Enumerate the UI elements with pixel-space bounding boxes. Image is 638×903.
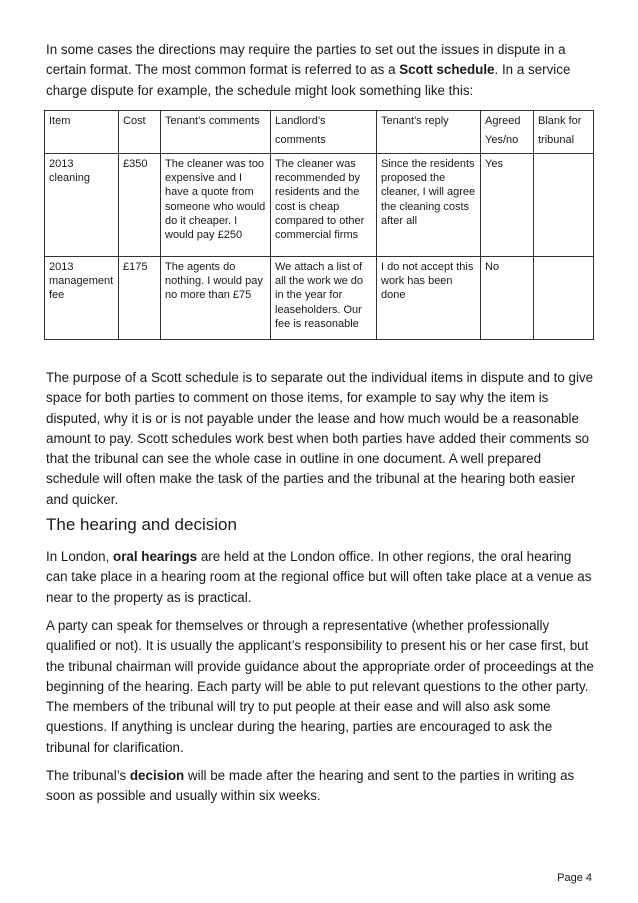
paragraph-text: will be made after the hearing and sent to the parties in writing as soon as possible and usually within six weeks. [46, 768, 575, 804]
cell-item: 2013 cleaning [45, 154, 119, 257]
cell-item: 2013 management fee [45, 257, 119, 340]
cell-blank [534, 257, 594, 340]
paragraph-text: In London, [46, 549, 114, 564]
decision-term: decision [129, 768, 185, 783]
cell-cost: £350 [119, 154, 161, 257]
cell-tenant-comments: The agents do nothing. I would pay no more than £75 [161, 257, 271, 340]
cell-landlord-comments: We attach a list of all the work we do in the year for leaseholders. Our fee is reasonable [271, 257, 377, 340]
intro-text-end: . In a service charge dispute for example, the schedule might look something like this: [46, 62, 571, 98]
cell-tenant-comments: The cleaner was too expensive and I have a quote from someone who would do it cheaper. I would pay £250 [161, 154, 271, 257]
purpose-paragraph: The purpose of a Scott schedule is to separate out the individual items in dispute and to give space for both parties to comment on those items, for example to say why the item is disputed, why it is or is not payable under the lease and how much would be a reasonable amount to pay. Scott schedules work best when both parties have added their comments so that the tribunal can see the whole case in outline in one document. A well prepared schedule will often make the task of the parties and the tribunal at the hearing both easier and quicker. [46, 370, 594, 507]
header-item: Item [45, 111, 119, 154]
table-row [45, 257, 594, 340]
header-tenant-reply: Tenant’s reply [377, 111, 481, 154]
cell-blank [534, 154, 594, 257]
table-row [45, 154, 594, 257]
intro-text: In some cases the directions may require the parties to set out the issues in dispute in a certain format. The most common format is referred to as a [46, 42, 566, 78]
header-cost: Cost [119, 111, 161, 154]
page-number: Page 4 [557, 872, 592, 884]
oral-hearings-paragraph [46, 547, 594, 608]
scott-schedule-term: Scott schedule [399, 62, 495, 78]
paragraph-text: are held at the London office. In other regions, the oral hearing can take place in a hearing room at the regional office but will often take place at a venue as near to the property as is practical. [46, 549, 592, 605]
header-blank-for-tribunal: Blank for tribunal [534, 111, 594, 154]
intro-paragraph [46, 40, 594, 101]
cell-tenant-reply: I do not accept this work has been done [377, 257, 481, 340]
oral-hearings-term: oral hearings [113, 549, 198, 564]
cell-tenant-reply: Since the residents proposed the cleaner, I will agree the cleaning costs after all [377, 154, 481, 257]
representation-paragraph: A party can speak for themselves or through a representative (whether professionally qualified or not). It is usually the applicant’s responsibility to present his or her case first, but the tribunal chairman will provide guidance about the appropriate order of proceedings at the beginning of the hearing. Each party will be able to put relevant questions to the other party. The members of the tribunal will try to put people at their ease and will also ask some questions. If anything is unclear during the hearing, parties are encouraged to ask the tribunal for clarification. [46, 618, 594, 755]
cell-landlord-comments: The cleaner was recommended by residents and the cost is cheap compared to other commercial firms [271, 154, 377, 257]
header-agreed: Agreed Yes/no [481, 111, 534, 154]
paragraph-text: The tribunal’s [46, 768, 130, 783]
cell-agreed: No [481, 257, 534, 340]
section-heading: The hearing and decision [46, 515, 237, 534]
header-landlord-comments: Landlord’s comments [271, 111, 377, 154]
decision-paragraph [46, 766, 594, 807]
scott-schedule-table [44, 110, 594, 340]
table-header-row [45, 111, 594, 154]
cell-agreed: Yes [481, 154, 534, 257]
cell-cost: £175 [119, 257, 161, 340]
header-tenant-comments: Tenant’s comments [161, 111, 271, 154]
